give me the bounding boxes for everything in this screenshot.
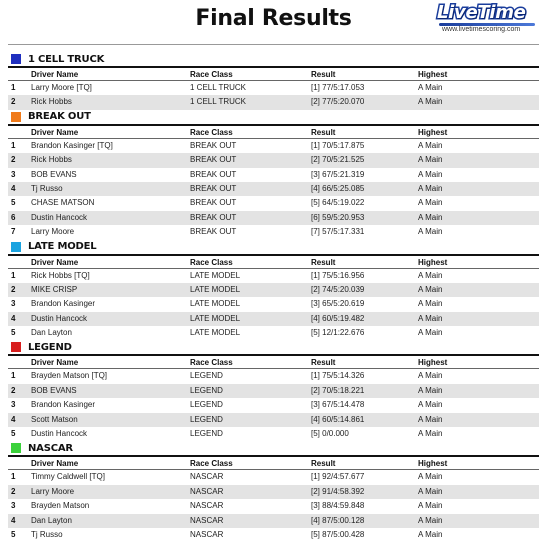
position-cell: 3 (11, 400, 16, 410)
result-cell: [3] 65/5:20.619 (311, 299, 365, 309)
table-row (8, 297, 539, 311)
results-section (8, 110, 539, 240)
table-row (8, 182, 539, 196)
class-color-swatch (11, 342, 21, 352)
position-cell: 5 (11, 328, 16, 338)
driver-name-cell: Larry Moore (31, 486, 75, 496)
driver-name-cell: Rick Hobbs [TQ] (31, 270, 90, 280)
col-header-result: Result (311, 459, 336, 469)
col-header-class: Race Class (190, 459, 233, 469)
results-section (8, 240, 539, 341)
class-color-swatch (11, 54, 21, 64)
highest-cell: A Main (418, 400, 443, 410)
driver-name-cell: Larry Moore [TQ] (31, 83, 92, 92)
result-cell: [3] 67/5:21.319 (311, 169, 365, 179)
race-class-cell: LEGEND (190, 400, 223, 410)
highest-cell: A Main (418, 299, 443, 309)
column-header-row (8, 68, 539, 81)
table-row (8, 95, 539, 109)
driver-name-cell: MIKE CRISP (31, 284, 78, 294)
race-class-cell: LATE MODEL (190, 313, 241, 323)
highest-cell: A Main (418, 385, 443, 395)
race-class-cell: LATE MODEL (190, 284, 241, 294)
result-cell: [1] 75/5:14.326 (311, 371, 365, 381)
class-color-swatch (11, 443, 21, 453)
position-cell: 1 (11, 371, 16, 381)
result-cell: [5] 0/0.000 (311, 429, 349, 439)
position-cell: 1 (11, 472, 16, 482)
table-row (8, 153, 539, 167)
driver-name-cell: Tj Russo (31, 183, 63, 193)
highest-cell: A Main (418, 284, 443, 294)
results-list (8, 52, 539, 542)
driver-name-cell: Dan Layton (31, 328, 72, 338)
highest-cell: A Main (418, 169, 443, 179)
race-class-cell: 1 CELL TRUCK (190, 83, 247, 92)
race-class-cell: LATE MODEL (190, 299, 241, 309)
driver-name-cell: Brandon Kasinger (31, 299, 96, 309)
position-cell: 3 (11, 299, 16, 309)
column-header-row (8, 356, 539, 369)
result-cell: [4] 60/5:19.482 (311, 313, 365, 323)
result-cell: [4] 60/5:14.861 (311, 414, 365, 424)
highest-cell: A Main (418, 198, 443, 208)
result-cell: [2] 70/5:21.525 (311, 155, 365, 165)
race-class-cell: NASCAR (190, 515, 224, 525)
race-class-cell: BREAK OUT (190, 169, 237, 179)
col-header-class: Race Class (190, 127, 233, 137)
col-header-class: Race Class (190, 257, 233, 267)
driver-name-cell: Timmy Caldwell [TQ] (31, 472, 105, 482)
highest-cell: A Main (418, 501, 443, 511)
position-cell: 3 (11, 501, 16, 511)
section-title: LEGEND (28, 341, 72, 353)
position-cell: 5 (11, 198, 16, 208)
table-row (8, 326, 539, 340)
table-row (8, 81, 539, 95)
position-cell: 2 (11, 97, 16, 107)
driver-name-cell: Dustin Hancock (31, 429, 88, 439)
result-cell: [5] 64/5:19.022 (311, 198, 365, 208)
table-row (8, 269, 539, 283)
race-class-cell: NASCAR (190, 529, 224, 539)
position-cell: 2 (11, 284, 16, 294)
col-header-driver: Driver Name (31, 127, 79, 137)
results-section (8, 441, 539, 542)
table-row (8, 139, 539, 153)
table-row (8, 225, 539, 239)
driver-name-cell: Brayden Matson [TQ] (31, 371, 108, 381)
position-cell: 4 (11, 183, 16, 193)
table-row (8, 413, 539, 427)
column-header-row (8, 256, 539, 269)
position-cell: 7 (11, 227, 16, 237)
driver-name-cell: Brayden Matson (31, 501, 90, 511)
col-header-driver: Driver Name (31, 358, 79, 368)
logo-text: LiveTime (437, 2, 526, 23)
class-color-swatch (11, 242, 21, 252)
result-cell: [7] 57/5:17.331 (311, 227, 365, 237)
position-cell: 1 (11, 270, 16, 280)
table-row (8, 211, 539, 225)
race-class-cell: LEGEND (190, 429, 223, 439)
race-class-cell: 1 CELL TRUCK (190, 97, 247, 107)
highest-cell: A Main (418, 371, 443, 381)
highest-cell: A Main (418, 529, 443, 539)
table-row (8, 283, 539, 297)
driver-name-cell: Rick Hobbs (31, 155, 72, 165)
table-row (8, 384, 539, 398)
section-header (8, 340, 539, 354)
race-class-cell: BREAK OUT (190, 227, 237, 237)
position-cell: 4 (11, 313, 16, 323)
section-header (8, 52, 539, 66)
page-header (0, 0, 547, 44)
race-class-cell: NASCAR (190, 486, 224, 496)
highest-cell: A Main (418, 183, 443, 193)
highest-cell: A Main (418, 83, 443, 92)
result-cell: [2] 74/5:20.039 (311, 284, 365, 294)
table-row (8, 168, 539, 182)
position-cell: 3 (11, 169, 16, 179)
driver-name-cell: Scott Matson (31, 414, 78, 424)
section-title: NASCAR (28, 442, 73, 454)
col-header-result: Result (311, 70, 336, 79)
highest-cell: A Main (418, 140, 443, 150)
position-cell: 4 (11, 414, 16, 424)
race-class-cell: LEGEND (190, 414, 223, 424)
highest-cell: A Main (418, 212, 443, 222)
result-cell: [2] 77/5:20.070 (311, 97, 365, 107)
table-row (8, 369, 539, 383)
position-cell: 1 (11, 83, 16, 92)
table-row (8, 312, 539, 326)
position-cell: 2 (11, 385, 16, 395)
highest-cell: A Main (418, 429, 443, 439)
highest-cell: A Main (418, 313, 443, 323)
section-title: 1 CELL TRUCK (28, 53, 105, 65)
section-header (8, 110, 539, 124)
result-cell: [2] 70/5:18.221 (311, 385, 365, 395)
highest-cell: A Main (418, 486, 443, 496)
driver-name-cell: Rick Hobbs (31, 97, 72, 107)
section-title: BREAK OUT (28, 111, 91, 123)
table-row (8, 528, 539, 542)
driver-name-cell: Dustin Hancock (31, 212, 88, 222)
result-cell: [4] 66/5:25.085 (311, 183, 365, 193)
driver-name-cell: Dan Layton (31, 515, 72, 525)
result-cell: [3] 67/5:14.478 (311, 400, 365, 410)
col-header-highest: Highest (418, 257, 448, 267)
col-header-highest: Highest (418, 459, 448, 469)
race-class-cell: BREAK OUT (190, 212, 237, 222)
position-cell: 5 (11, 429, 16, 439)
page-title: Final Results (195, 6, 352, 31)
driver-name-cell: Brandon Kasinger (31, 400, 96, 410)
race-class-cell: LATE MODEL (190, 328, 241, 338)
highest-cell: A Main (418, 472, 443, 482)
result-cell: [1] 70/5:17.875 (311, 140, 365, 150)
race-class-cell: LEGEND (190, 371, 223, 381)
results-section (8, 340, 539, 441)
race-class-cell: BREAK OUT (190, 183, 237, 193)
result-cell: [6] 59/5:20.953 (311, 212, 365, 222)
race-class-cell: NASCAR (190, 472, 224, 482)
driver-name-cell: BOB EVANS (31, 169, 77, 179)
col-header-class: Race Class (190, 358, 233, 368)
race-class-cell: BREAK OUT (190, 140, 237, 150)
result-cell: [5] 87/5:00.428 (311, 529, 365, 539)
driver-name-cell: CHASE MATSON (31, 198, 95, 208)
table-row (8, 485, 539, 499)
col-header-highest: Highest (418, 127, 448, 137)
logo-url: www.livetimescoring.com (442, 26, 521, 33)
col-header-driver: Driver Name (31, 257, 79, 267)
position-cell: 4 (11, 515, 16, 525)
highest-cell: A Main (418, 414, 443, 424)
result-cell: [4] 87/5:00.128 (311, 515, 365, 525)
race-class-cell: NASCAR (190, 501, 224, 511)
section-header (8, 441, 539, 455)
result-cell: [5] 12/1:22.676 (311, 328, 365, 338)
col-header-result: Result (311, 257, 336, 267)
driver-name-cell: Dustin Hancock (31, 313, 88, 323)
col-header-driver: Driver Name (31, 70, 79, 79)
highest-cell: A Main (418, 227, 443, 237)
race-class-cell: LATE MODEL (190, 270, 241, 280)
driver-name-cell: Tj Russo (31, 529, 63, 539)
highest-cell: A Main (418, 97, 443, 107)
table-row (8, 499, 539, 513)
class-color-swatch (11, 112, 21, 122)
table-row (8, 470, 539, 484)
col-header-class: Race Class (190, 70, 233, 79)
highest-cell: A Main (418, 328, 443, 338)
results-section (8, 52, 539, 110)
result-cell: [1] 77/5:17.053 (311, 83, 365, 92)
col-header-highest: Highest (418, 70, 448, 79)
highest-cell: A Main (418, 270, 443, 280)
result-cell: [1] 92/4:57.677 (311, 472, 365, 482)
highest-cell: A Main (418, 515, 443, 525)
table-row (8, 196, 539, 210)
race-class-cell: BREAK OUT (190, 198, 237, 208)
col-header-highest: Highest (418, 358, 448, 368)
position-cell: 6 (11, 212, 16, 222)
result-cell: [1] 75/5:16.956 (311, 270, 365, 280)
position-cell: 2 (11, 155, 16, 165)
position-cell: 5 (11, 529, 16, 539)
column-header-row (8, 457, 539, 470)
table-row (8, 398, 539, 412)
driver-name-cell: BOB EVANS (31, 385, 77, 395)
livetime-logo (437, 3, 539, 37)
race-class-cell: BREAK OUT (190, 155, 237, 165)
table-row (8, 427, 539, 441)
column-header-row (8, 126, 539, 139)
result-cell: [3] 88/4:59.848 (311, 501, 365, 511)
col-header-result: Result (311, 358, 336, 368)
race-class-cell: LEGEND (190, 385, 223, 395)
section-title: LATE MODEL (28, 241, 97, 253)
position-cell: 1 (11, 140, 16, 150)
position-cell: 2 (11, 486, 16, 496)
section-header (8, 240, 539, 254)
driver-name-cell: Brandon Kasinger [TQ] (31, 140, 113, 150)
table-row (8, 514, 539, 528)
highest-cell: A Main (418, 155, 443, 165)
result-cell: [2] 91/4:58.392 (311, 486, 365, 496)
col-header-result: Result (311, 127, 336, 137)
col-header-driver: Driver Name (31, 459, 79, 469)
driver-name-cell: Larry Moore (31, 227, 75, 237)
header-divider (8, 44, 539, 45)
